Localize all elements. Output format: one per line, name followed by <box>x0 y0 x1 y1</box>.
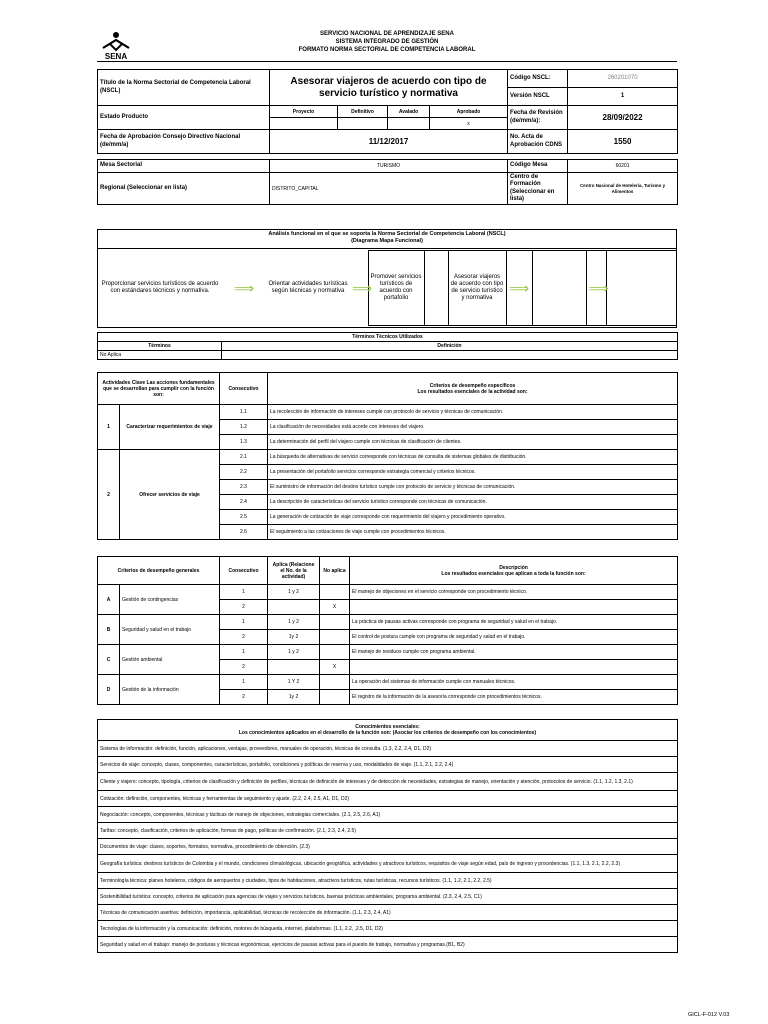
codmesa-value: 60201 <box>568 160 678 173</box>
descripcion: El control de postura cumple con programa de seguridad y salud en el trabajo. <box>350 630 678 645</box>
header-line-2: SISTEMA INTEGRADO DE GESTIÓN <box>335 39 439 45</box>
criterio-name: Gestión de la información <box>120 675 220 705</box>
conocimientos-table <box>97 719 678 953</box>
revision-label: Fecha de Revisión (de/mm/a): <box>508 106 568 130</box>
estado-label: Estado Producto <box>98 106 270 130</box>
revision-value: 28/09/2022 <box>568 106 678 130</box>
conocimiento-item: Cotización: definición, componentes, técnicas y herramientas de seguimiento y ajuste. (2.2, 2.4, 2.5, A1, D1, D2) <box>98 791 678 807</box>
conocimiento-item: Servicios de viaje: concepto, clases, componentes, características, portafolio, condiciones y políticas de reserva y uso, modalidades de viaje. (1.1, 2.1, 2.2, 2.4) <box>98 757 678 773</box>
regional-value: DISTRITO_CAPITAL <box>270 173 508 205</box>
criterio-text: La determinación del perfil del viajero cumple con técnicas de clasificación de clientes. <box>268 435 678 450</box>
regional-label: Regional (Seleccionar en lista) <box>98 173 270 205</box>
actividades-table <box>97 372 678 540</box>
actividad-num: 2 <box>98 450 120 540</box>
actividad-name: Ofrecer servicios de viaje <box>120 450 220 540</box>
actividad-name: Caracterizar requerimientos de viaje <box>120 405 220 450</box>
nscl-info-table <box>97 69 678 205</box>
consecutivo: 2 <box>220 660 268 675</box>
criterio-text: La presentación del portafolio servicios corresponde estrategia comercial y criterios técnicos. <box>268 465 678 480</box>
title-label: Título de la Norma Sectorial de Competencia Laboral (NSCL) <box>98 70 270 106</box>
descripcion: El manejo de residuos cumple con programa ambiental. <box>350 645 678 660</box>
conocimiento-item: Terminología técnica: planes hoteleros, códigos de aeropuertos y ciudades, tipos de habitaciones, atractivos turísticos, rutas turísticas, recursos turísticos. (1.1, 1.2, 2.1, 2.2, 2.5) <box>98 873 678 889</box>
mesa-label: Mesa Sectorial <box>98 160 270 173</box>
aplica: 1 Y 2 <box>268 675 320 690</box>
arrow-icon: ⟹ <box>586 251 606 326</box>
no-aplica: X <box>320 600 350 615</box>
criterio-name: Gestión ambiental <box>120 645 220 675</box>
actividad-num: 1 <box>98 405 120 450</box>
no-aplica <box>320 645 350 660</box>
descripcion <box>350 660 678 675</box>
version-value: 1 <box>568 88 678 106</box>
function-box-4: Asesorar viajeros de acuerdo con tipo de servicio turístico y normativa <box>448 251 506 326</box>
descripcion: La operación del sistemas de información cumple con manuales técnicos. <box>350 675 678 690</box>
actividades-consecutivo-head: Consecutivo <box>220 373 268 405</box>
descripcion: El manejo de objeciones en el servicio corresponde con procedimiento técnico. <box>350 585 678 600</box>
conocimiento-item: Sistema de información: definición, función, aplicaciones, ventajas, proveedores, manuales de operación, técnicas de consulta. (1.3, 2.2, 2.4, D1, D2) <box>98 741 678 757</box>
criterio-name: Gestión de contingencias <box>120 585 220 615</box>
conocimiento-item: Sostenibilidad turística: concepto, criterios de aplicación para agencias de viajes y servicios turísticos, buenas prácticas ambientales, programa ambiental. (2.3, 2.4, 2.5, C1) <box>98 889 678 905</box>
functional-subtitle: (Diagrama Mapa Funcional) <box>351 238 423 244</box>
no-aplica <box>320 585 350 600</box>
code-label: Código NSCL: <box>508 70 568 88</box>
version-label: Versión NSCL <box>508 88 568 106</box>
consecutivo: 2.6 <box>220 525 268 540</box>
consecutivo: 1.3 <box>220 435 268 450</box>
estado-col-proyecto: Proyecto <box>270 106 338 118</box>
criterio-text: La generación de cotización de viaje corresponde con requerimiento del viajero y procedimiento operativo. <box>268 510 678 525</box>
centro-value: Centro Nacional de Hotelería, Turismo y Alimentos <box>568 173 678 205</box>
conocimiento-item: Técnicas de comunicación asertiva: definición, importancia, aplicabilidad, técnicas de recolección de información. (1.1, 2.3, 2.4, A1) <box>98 905 678 921</box>
aplica <box>268 660 320 675</box>
generales-desc-head: Descripción Los resultados esenciales que aplican a toda la función son: <box>350 557 678 585</box>
terminos-col-terminos: Términos <box>98 342 222 351</box>
no-aplica: X <box>320 660 350 675</box>
codmesa-label: Código Mesa <box>508 160 568 173</box>
consecutivo: 2.1 <box>220 450 268 465</box>
aplica: 1 y 2 <box>268 615 320 630</box>
svg-text:SENA: SENA <box>104 52 128 61</box>
criterio-letter: D <box>98 675 120 705</box>
consecutivo: 1.1 <box>220 405 268 420</box>
criterio-letter: A <box>98 585 120 615</box>
document-header <box>97 28 677 62</box>
criterio-text: La recolección de información de intereses cumple con protocolo de servicio y técnicas de comunicación. <box>268 405 678 420</box>
aplica: 1y 2 <box>268 690 320 705</box>
descripcion: El registro de la información de la asesoría corresponde con procedimientos técnicos. <box>350 690 678 705</box>
functional-map <box>97 229 677 328</box>
header-line-3: FORMATO NORMA SECTORIAL DE COMPETENCIA LABORAL <box>298 47 476 53</box>
criterio-text: La clasificación de necesidades está acorde con intereses del viajero. <box>268 420 678 435</box>
arrow-icon: ⟹ <box>506 251 532 326</box>
consecutivo: 1 <box>220 615 268 630</box>
terminos-title: Términos Técnicos Utilizados <box>98 333 678 342</box>
estado-col-avalado: Avalado <box>388 106 430 118</box>
consecutivo: 1 <box>220 585 268 600</box>
aplica: 1 y 2 <box>268 645 320 660</box>
aprob-label: Fecha de Aprobación Consejo Directivo Nacional (de/mm/a) <box>98 130 270 154</box>
descripcion <box>350 600 678 615</box>
terminos-col-definicion: Definición <box>222 342 678 351</box>
criterios-generales-table <box>97 556 678 705</box>
consecutivo: 1.2 <box>220 420 268 435</box>
generales-aplica-head: Aplica (Relacione el No. de la actividad) <box>268 557 320 585</box>
acta-label: No. Acta de Aprobación CDNS <box>508 130 568 154</box>
estado-col-definitivo: Definitivo <box>338 106 388 118</box>
consecutivo: 2 <box>220 600 268 615</box>
actividades-criterios-head: Criterios de desempeño específicos Los resultados esenciales de la actividad son: <box>268 373 678 405</box>
mesa-value: TURISMO <box>270 160 508 173</box>
consecutivo: 1 <box>220 645 268 660</box>
conocimientos-head: Conocimientos esenciales: Los conocimientos aplicados en el desarrollo de la función son: (Asociar los criterios de desempeño con los conocimientos) <box>98 720 678 741</box>
function-box-2: Orientar actividades turísticas según técnicas y normativa <box>268 280 348 294</box>
aplica: 1 y 2 <box>268 585 320 600</box>
aplica <box>268 600 320 615</box>
function-box-3: Promover servicios turísticos de acuerdo con portafolio <box>368 251 424 326</box>
terminos-table <box>97 332 678 360</box>
criterio-text: El seguimiento a las cotizaciones de viaje cumple con procedimientos técnicos. <box>268 525 678 540</box>
header-line-1: SERVICIO NACIONAL DE APRENDIZAJE SENA <box>320 31 454 37</box>
consecutivo: 2.2 <box>220 465 268 480</box>
no-aplica <box>320 690 350 705</box>
conocimiento-item: Cliente y viajero: concepto, tipología, criterios de clasificación y definición de perfiles, técnicas de definición de intereses y de detección de necesidades, estrategias de manejo, orientación y atención, protocolos de servicio. (1.1, 1.2, 1.3, 2.1) <box>98 773 678 791</box>
consecutivo: 2.4 <box>220 495 268 510</box>
no-aplica <box>320 675 350 690</box>
generales-consecutivo-head: Consecutivo <box>220 557 268 585</box>
descripcion: La práctica de pausas activas corresponde con programa de seguridad y salud en el trabajo. <box>350 615 678 630</box>
estado-col-aprobado: Aprobado <box>430 106 508 118</box>
no-aplica <box>320 615 350 630</box>
nscl-title: Asesorar viajeros de acuerdo con tipo de servicio turístico y normativa <box>270 70 508 106</box>
arrow-icon: ⟹ <box>352 279 373 296</box>
criterio-name: Seguridad y salud en el trabajo <box>120 615 220 645</box>
conocimiento-item: Tarifas: concepto, clasificación, criterios de aplicación, formas de pago, políticas de confirmación. (2.1, 2.3, 2.4, 2.5) <box>98 823 678 839</box>
actividades-head: Actividades Clave Las acciones fundamentales que se desarrollan para cumplir con la función son: <box>98 373 220 405</box>
aprob-value: 11/12/2017 <box>270 130 508 154</box>
arrow-icon: ⟹ <box>233 279 255 296</box>
conocimiento-item: Tecnologías de la información y la comunicación: definición, motores de búsqueda, internet, plataformas. (1.1, 2.2, ,2.5, D1, D2) <box>98 921 678 937</box>
consecutivo: 2.3 <box>220 480 268 495</box>
estado-mark: x <box>430 118 508 130</box>
conocimiento-item: Seguridad y salud en el trabajo: manejo de posturas y técnicas ergonómicas, ejercicios de pausas activas para el puesto de trabajo, normativa y programas.(B1, B2) <box>98 937 678 953</box>
acta-value: 1550 <box>568 130 678 154</box>
consecutivo: 2.5 <box>220 510 268 525</box>
consecutivo: 1 <box>220 675 268 690</box>
form-code: GICL-F-012 V.03 <box>688 1012 730 1018</box>
generales-head: Criterios de desempeño generales <box>98 557 220 585</box>
no-aplica <box>320 630 350 645</box>
conocimiento-item: Documentos de viaje: clases, soportes, formatos, normativa, procedimiento de obtención. (2.3) <box>98 839 678 855</box>
criterio-text: La búsqueda de alternativas de servicio corresponde con técnicas de consulta de sistemas globales de distribución. <box>268 450 678 465</box>
centro-label: Centro de Formación (Seleccionar en lista) <box>508 173 568 205</box>
conocimiento-item: Geografía turística: destinos turísticos de Colombia y el mundo, condiciones climatológicas, ubicación geográfica, actividades y atractivos turísticos, requisitos de viaje según edad, país de ingreso y procedencias. (1.1, 1.3, 2.1, 2.2, 2.3) <box>98 855 678 873</box>
function-box-1: Proporcionar servicios turísticos de acuerdo con estándares técnicos y normativa. <box>101 280 219 294</box>
generales-noaplica-head: No aplica <box>320 557 350 585</box>
aplica: 1y 2 <box>268 630 320 645</box>
functional-title: Análisis funcional en el que se soporta la Norma Sectorial de Competencia Laboral (NSCL) <box>268 231 506 237</box>
criterio-text: El suministro de información del destino turístico cumple con protocolo de servicio y técnicas de comunicación. <box>268 480 678 495</box>
criterio-letter: C <box>98 645 120 675</box>
criterio-text: La descripción de características del servicio turístico corresponde con técnicas de comunicación. <box>268 495 678 510</box>
code-value: 260201070 <box>568 70 678 88</box>
criterio-letter: B <box>98 615 120 645</box>
conocimiento-item: Negociación: concepto, componentes, técnicas y tácticas de manejo de objeciones, estrategias comerciales. (2.1, 2.5, 2.6, A1) <box>98 807 678 823</box>
consecutivo: 2 <box>220 690 268 705</box>
terminos-row: No Aplica <box>98 351 222 360</box>
consecutivo: 2 <box>220 630 268 645</box>
